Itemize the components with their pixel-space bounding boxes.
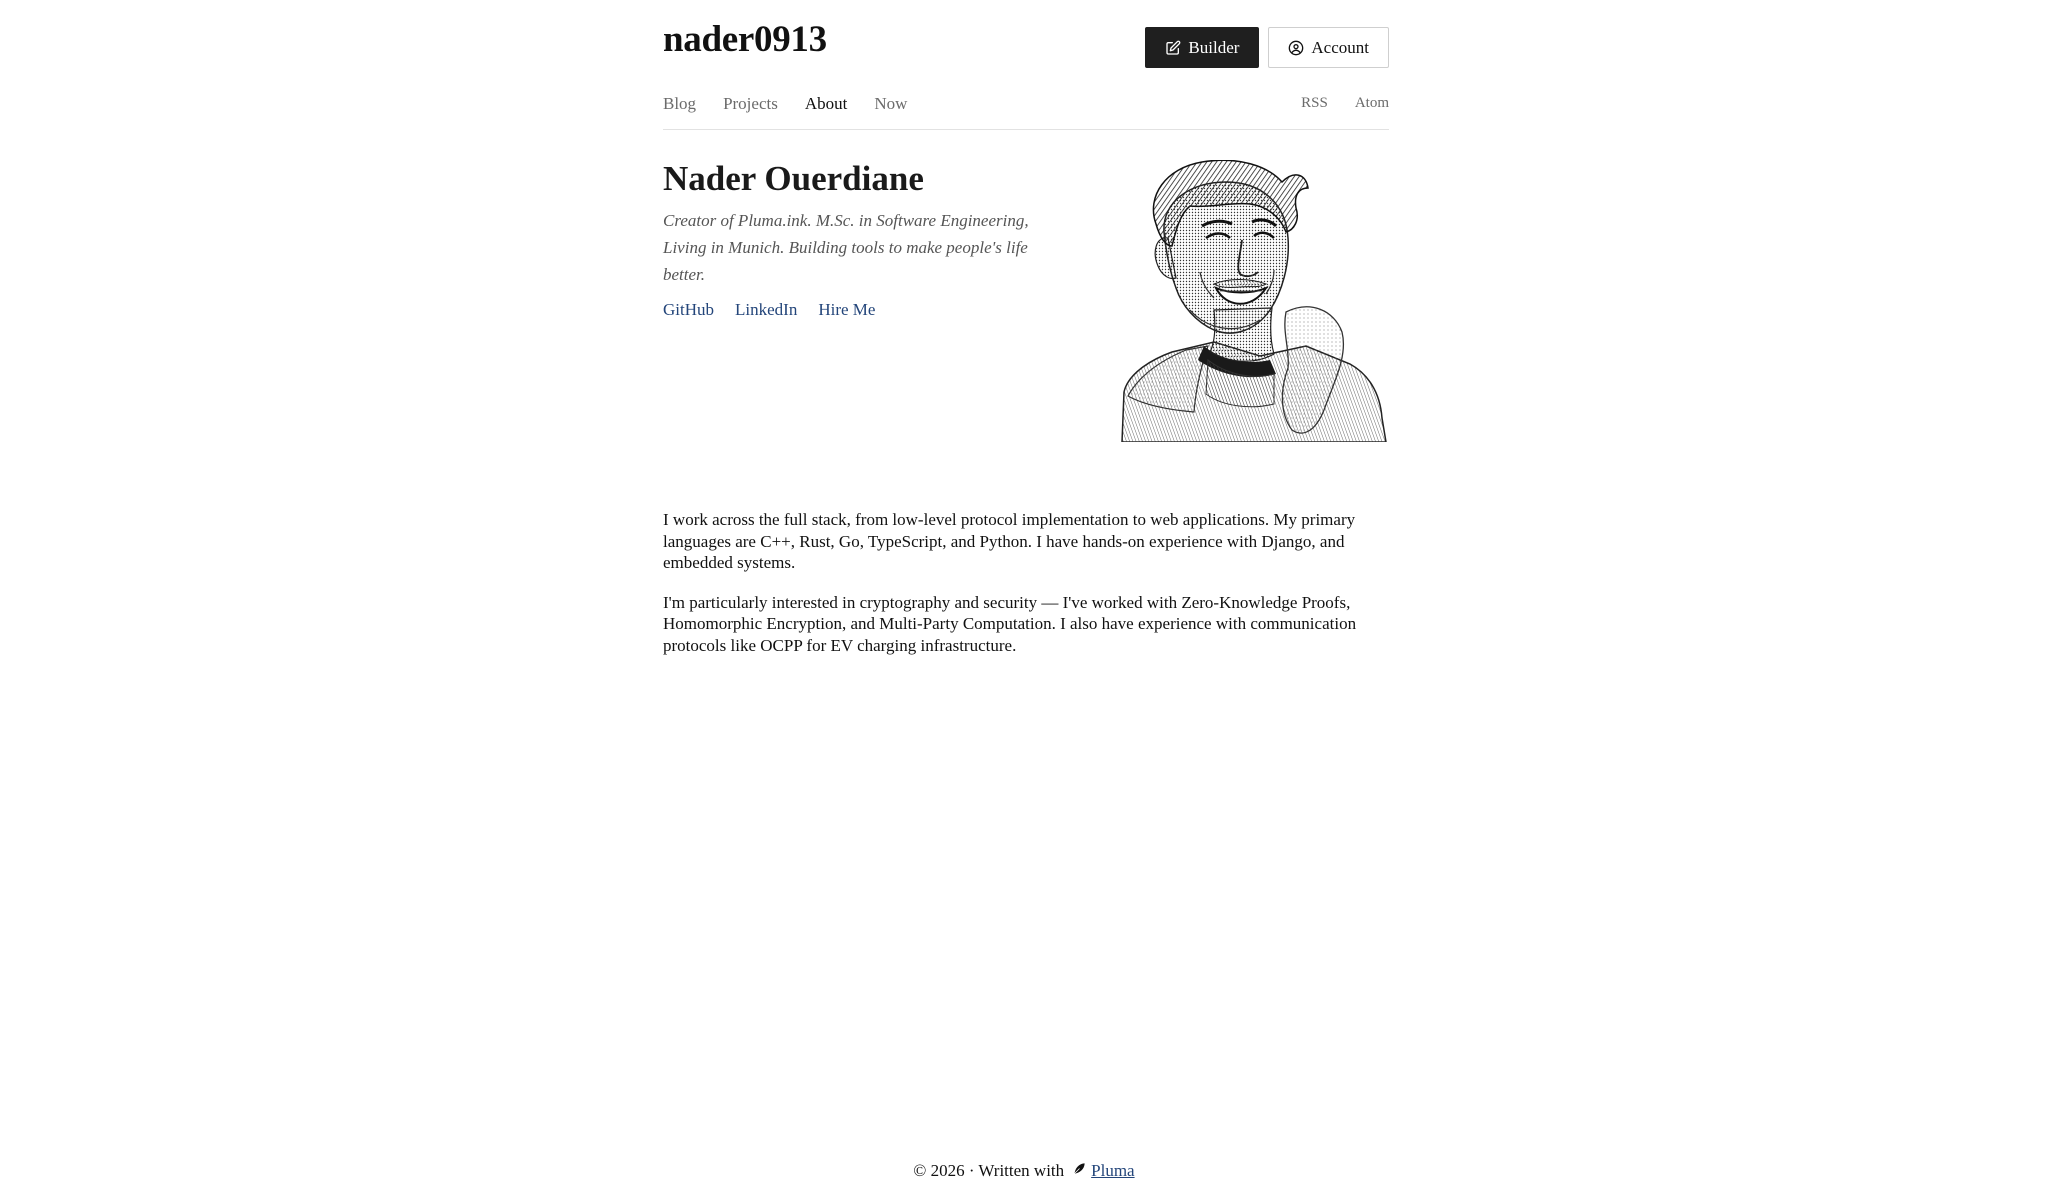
pluma-link[interactable]: Pluma — [1091, 1161, 1135, 1180]
nav-item-now[interactable]: Now — [874, 94, 908, 113]
edit-icon — [1165, 40, 1181, 56]
atom-link[interactable]: Atom — [1354, 95, 1389, 111]
header-actions — [1145, 27, 1389, 68]
site-title[interactable]: nader0913 — [663, 19, 827, 60]
rss-link[interactable]: RSS — [1301, 95, 1328, 111]
profile-portrait — [1110, 160, 1390, 442]
feather-icon — [1072, 1161, 1087, 1181]
about-content — [663, 509, 1389, 674]
profile-bio: Creator of Pluma.ink. M.Sc. in Software Engineering, Living in Munich. Building tools to make people's life better. — [663, 211, 1029, 284]
main-nav — [663, 94, 1389, 130]
profile-links — [663, 300, 875, 320]
profile-name: Nader Ouerdiane — [663, 159, 924, 198]
about-paragraph: I'm particularly interested in cryptography and security — I've worked with Zero-Knowledge Proofs, Homomorphic Encryption, and Multi-Party Computation. I also have experience with communication protocols like OCPP for EV charging infrastructure. — [663, 592, 1357, 655]
about-paragraph: I work across the full stack, from low-level protocol implementation to web applications. My primary languages are C++, Rust, Go, TypeScript, and Python. I have hands-on experience with Django, and embedded systems. — [663, 510, 1356, 572]
builder-button-label: Builder — [1188, 37, 1240, 57]
footer-text: © 2026 · Written with — [913, 1161, 1065, 1180]
nav-item-about[interactable]: About — [804, 94, 848, 113]
github-link[interactable]: GitHub — [663, 300, 714, 319]
nav-item-projects[interactable]: Projects — [723, 94, 778, 113]
nav-links — [663, 94, 907, 114]
account-button[interactable] — [1268, 27, 1389, 68]
builder-button[interactable] — [1145, 27, 1259, 68]
feed-links — [1301, 94, 1389, 112]
linkedin-link[interactable]: LinkedIn — [735, 300, 798, 319]
user-circle-icon — [1288, 40, 1304, 56]
nav-item-blog[interactable]: Blog — [663, 94, 697, 113]
hire-me-link[interactable]: Hire Me — [818, 300, 876, 319]
site-footer — [0, 1161, 2048, 1181]
account-button-label: Account — [1311, 37, 1369, 57]
